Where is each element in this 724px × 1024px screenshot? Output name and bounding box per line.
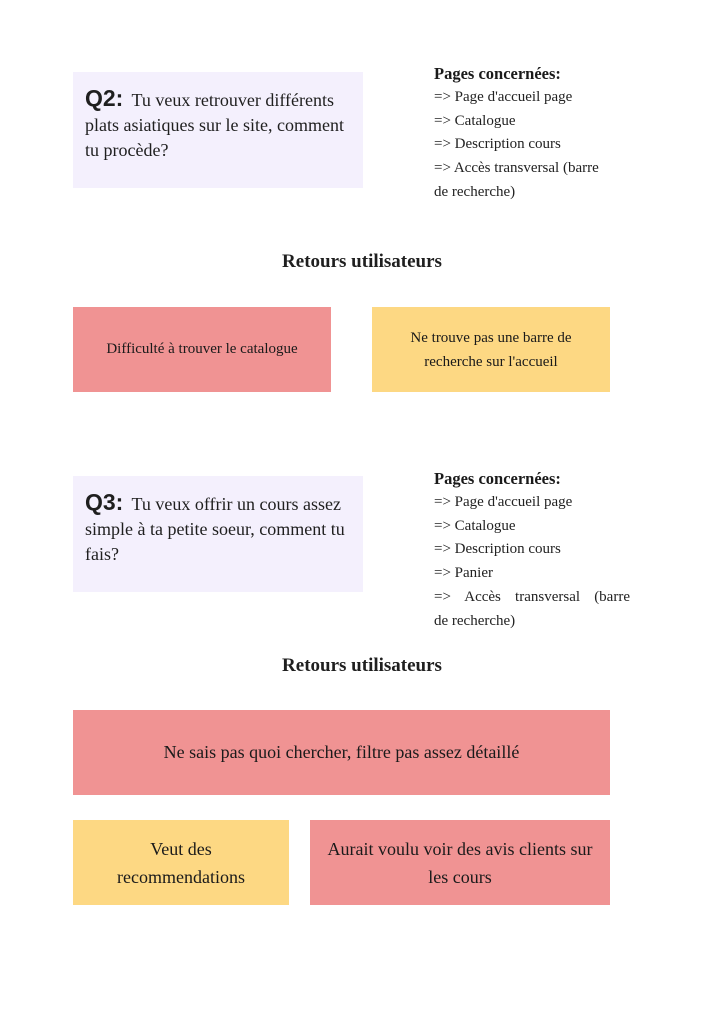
q3-feedback-text: Ne sais pas quoi chercher, filtre pas assez détaillé [163, 742, 520, 762]
q3-feedback-card-recommendations [73, 820, 289, 905]
q3-feedback-text: Veut des recommendations [117, 838, 245, 887]
q2-page-item: de recherche) [434, 183, 516, 200]
q3-question-text: Tu veux offrir un cours assez simple à ta petite soeur, comment tu fais? [85, 494, 345, 564]
q3-feedback-card-filter [73, 710, 610, 795]
q2-pages-list [434, 62, 634, 205]
q3-page-item: => Catalogue [434, 517, 516, 534]
q3-pages-title: Pages concernées: [434, 469, 561, 488]
q3-page-item: de recherche) [434, 612, 516, 629]
q3-page-item: => Description cours [434, 541, 561, 558]
q2-page-item: => Description cours [434, 136, 561, 153]
q3-page-item: => Panier [434, 565, 493, 582]
q3-feedback-heading: Retours utilisateurs [282, 655, 442, 676]
q3-feedback-text: Aurait voulu voir des avis clients sur les cours [327, 838, 593, 887]
q2-question-text: Tu veux retrouver différents plats asiatiques sur le site, comment tu procède? [85, 90, 344, 160]
q2-feedback-card-catalogue [73, 307, 331, 392]
q2-question-box [73, 72, 363, 188]
q3-question-box [73, 476, 363, 592]
q2-feedback-card-search-bar [372, 307, 610, 392]
q2-page-item: => Catalogue [434, 112, 516, 129]
q3-feedback-card-reviews [310, 820, 610, 905]
q2-page-item: => Accès transversal (barre [434, 160, 599, 177]
q3-pages-list [434, 467, 630, 634]
q2-feedback-heading: Retours utilisateurs [282, 251, 442, 272]
q3-number: Q3: [85, 489, 124, 515]
q2-pages-title: Pages concernées: [434, 64, 561, 83]
q2-feedback-text: Ne trouve pas une barre de recherche sur l'accueil [410, 329, 572, 370]
q2-page-item: => Page d'accueil page [434, 88, 573, 105]
q2-number: Q2: [85, 85, 124, 111]
q3-page-item: => Accès transversal (barre [434, 588, 630, 605]
q2-feedback-text: Difficulté à trouver le catalogue [106, 341, 298, 357]
q3-page-item: => Page d'accueil page [434, 493, 573, 510]
